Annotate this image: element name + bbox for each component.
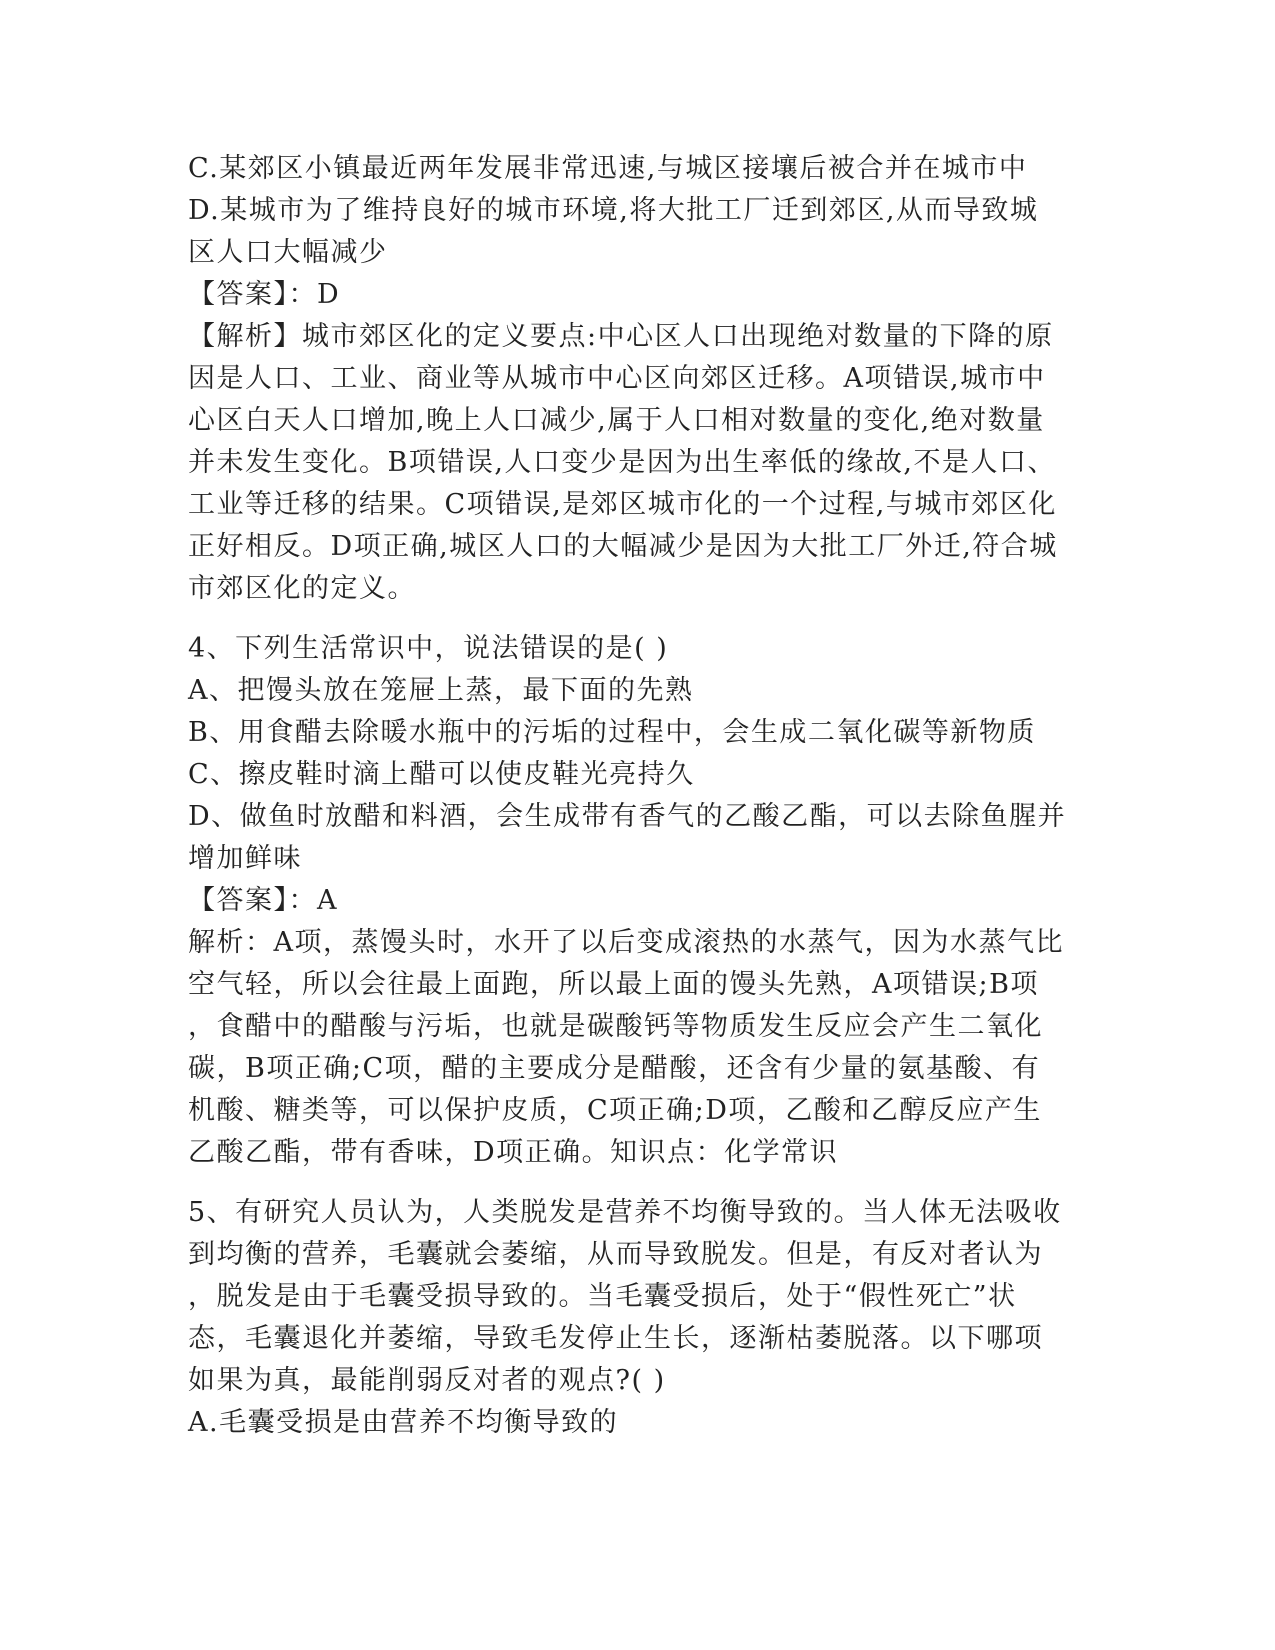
answer-line: 【答案】：D: [188, 279, 341, 310]
paragraph-gap: [188, 1174, 1078, 1192]
question-4: [188, 628, 1078, 1174]
option-c-line: C.某郊区小镇最近两年发展非常迅速,与城区接壤后被合并在城市中: [188, 153, 1028, 184]
analysis-line: 机酸、糖类等，可以保护皮质，C项正确;D项，乙酸和乙醇反应产生: [188, 1095, 1042, 1126]
document-content: [188, 148, 1078, 1444]
option-c-line: C、擦皮鞋时滴上醋可以使皮鞋光亮持久: [188, 759, 695, 790]
question-stem: 5、有研究人员认为，人类脱发是营养不均衡导致的。当人体无法吸收: [188, 1197, 1062, 1228]
option-d-line: D.某城市为了维持良好的城市环境,将大批工厂迁到郊区,从而导致城: [188, 195, 1039, 226]
analysis-line: 市郊区化的定义。: [188, 573, 416, 604]
analysis-line: 【解析】城市郊区化的定义要点:中心区人口出现绝对数量的下降的原: [188, 321, 1054, 352]
answer-line: 【答案】：A: [188, 885, 338, 916]
analysis-line: 解析：A项，蒸馒头时，水开了以后变成滚热的水蒸气，因为水蒸气比: [188, 927, 1064, 958]
question-stem: 到均衡的营养，毛囊就会萎缩，从而导致脱发。但是，有反对者认为: [188, 1239, 1043, 1270]
question-stem: 4、下列生活常识中，说法错误的是( ): [188, 633, 669, 664]
analysis-line: 正好相反。D项正确,城区人口的大幅减少是因为大批工厂外迁,符合城: [188, 531, 1058, 562]
option-d-line-cont: 增加鲜味: [188, 843, 302, 874]
paragraph-gap: [188, 610, 1078, 628]
option-d-line-cont: 区人口大幅减少: [188, 237, 388, 268]
analysis-line: 碳，B项正确;C项，醋的主要成分是醋酸，还含有少量的氨基酸、有: [188, 1053, 1041, 1084]
analysis-line: 因是人口、工业、商业等从城市中心区向郊区迁移。A项错误,城市中: [188, 363, 1046, 394]
analysis-line: 并未发生变化。B项错误,人口变少是因为出生率低的缘故,不是人口、: [188, 447, 1057, 478]
question-stem: 态，毛囊退化并萎缩，导致毛发停止生长，逐渐枯萎脱落。以下哪项: [188, 1323, 1043, 1354]
analysis-line: 工业等迁移的结果。C项错误,是郊区城市化的一个过程,与城市郊区化: [188, 489, 1057, 520]
option-b-line: B、用食醋去除暖水瓶中的污垢的过程中，会生成二氧化碳等新物质: [188, 717, 1036, 748]
question-stem: ，脱发是由于毛囊受损导致的。当毛囊受损后，处于“假性死亡”状: [188, 1281, 1017, 1312]
option-a-line: A、把馒头放在笼屉上蒸，最下面的先熟: [188, 675, 694, 706]
analysis-line: 心区白天人口增加,晚上人口减少,属于人口相对数量的变化,绝对数量: [188, 405, 1045, 436]
question-5: [188, 1192, 1078, 1444]
analysis-line: 乙酸乙酯，带有香味，D项正确。知识点：化学常识: [188, 1137, 839, 1168]
option-a-line: A.毛囊受损是由营养不均衡导致的: [188, 1407, 619, 1438]
question-stem: 如果为真，最能削弱反对者的观点?( ): [188, 1365, 666, 1396]
analysis-line: 空气轻，所以会往最上面跑，所以最上面的馒头先熟，A项错误;B项: [188, 969, 1039, 1000]
question-3-continuation: [188, 148, 1078, 610]
option-d-line: D、做鱼时放醋和料酒，会生成带有香气的乙酸乙酯，可以去除鱼腥并: [188, 801, 1067, 832]
analysis-line: ，食醋中的醋酸与污垢，也就是碳酸钙等物质发生反应会产生二氧化: [188, 1011, 1043, 1042]
